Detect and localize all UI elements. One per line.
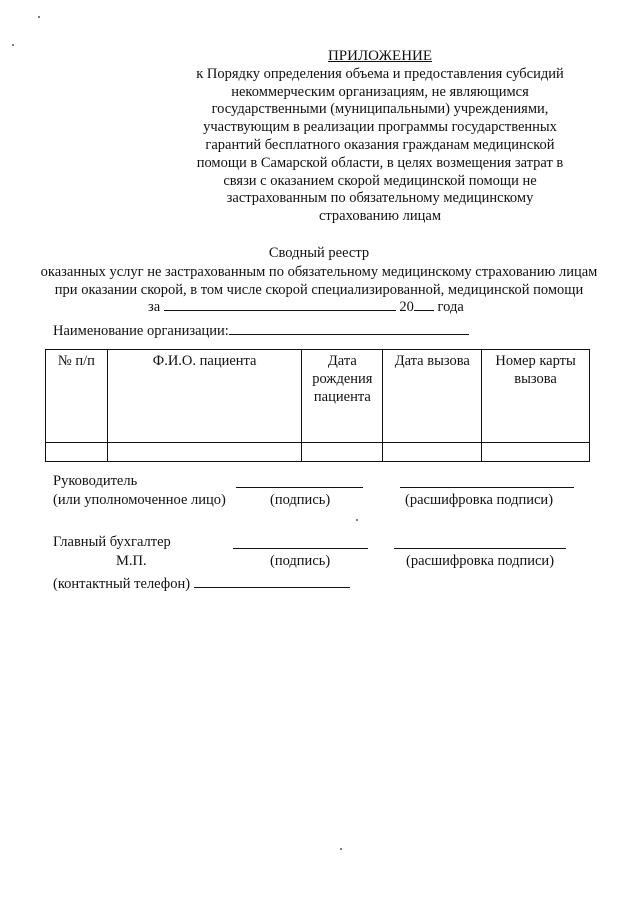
accountant-decoding-line[interactable] [394,547,566,549]
table-cell[interactable] [482,443,590,462]
table-header-row [46,350,590,443]
table-cell[interactable] [383,443,482,462]
head-signature-line[interactable] [236,486,363,488]
register-title: Сводный реестр [268,245,370,261]
scan-speck [38,16,40,18]
appendix-line: некоммерческим организациям, не являющимся [231,83,529,100]
appendix-line: связи с оказанием скорой медицинской помощи не [223,172,537,189]
phone-label: (контактный телефон) [53,576,191,592]
appendix-header [170,48,590,226]
register-subtitle: при оказании скорой, в том числе скорой специализированной, медицинской помощи [54,282,584,298]
appendix-heading: ПРИЛОЖЕНИЕ [327,48,433,64]
scan-speck [340,848,342,850]
year-field[interactable] [414,296,434,311]
register-subtitle: оказанных услуг не застрахованным по обязательному медицинскому страхованию лицам [40,263,598,280]
appendix-line: помощи в Самарской области, в целях возмещения затрат в [196,154,564,171]
appendix-line: к Порядку определения объема и предоставления субсидий [196,65,564,82]
appendix-line: участвующим в реализации программы государственных [203,119,557,136]
head-decoding-line[interactable] [400,486,574,488]
stamp-label: М.П. [116,553,147,569]
table-cell[interactable] [46,443,108,462]
accountant-signature-caption: (подпись) [270,553,331,569]
appendix-line: страхованию лицам [318,208,442,225]
organization-row [53,320,469,340]
register-title-block [0,244,638,300]
scan-speck [12,44,14,46]
reporting-period [148,296,464,316]
register-table [45,349,590,462]
col-header-patient-name: Ф.И.О. пациента [107,350,302,443]
head-signature-caption: (подпись) [270,492,331,508]
head-note: (или уполномоченное лицо) [53,492,226,508]
table-cell[interactable] [107,443,302,462]
appendix-line: государственными (муниципальными) учреждениями, [211,101,549,118]
phone-field[interactable] [194,573,350,588]
head-decoding-caption: (расшифровка подписи) [405,492,554,508]
col-header-birth-date: Дата рождения пациента [302,350,383,443]
table-row [46,443,590,462]
scan-speck [356,519,358,521]
col-header-call-card: Номер карты вызова [482,350,590,443]
org-label: Наименование организации: [53,323,229,339]
appendix-line: гарантий бесплатного оказания гражданам медицинской [205,136,555,153]
appendix-line: застрахованным по обязательному медицинскому [226,190,534,207]
period-prefix: за [148,299,161,315]
accountant-decoding-caption: (расшифровка подписи) [406,553,555,569]
period-year: 20 [399,299,414,315]
table-cell[interactable] [302,443,383,462]
accountant-signature-line[interactable] [233,547,368,549]
phone-row [53,573,350,593]
col-header-call-date: Дата вызова [383,350,482,443]
accountant-label: Главный бухгалтер [53,534,171,550]
period-field[interactable] [164,296,396,311]
period-suffix: года [437,299,464,315]
col-header-number: № п/п [46,350,108,443]
head-label: Руководитель [53,473,138,489]
org-field[interactable] [229,320,469,335]
